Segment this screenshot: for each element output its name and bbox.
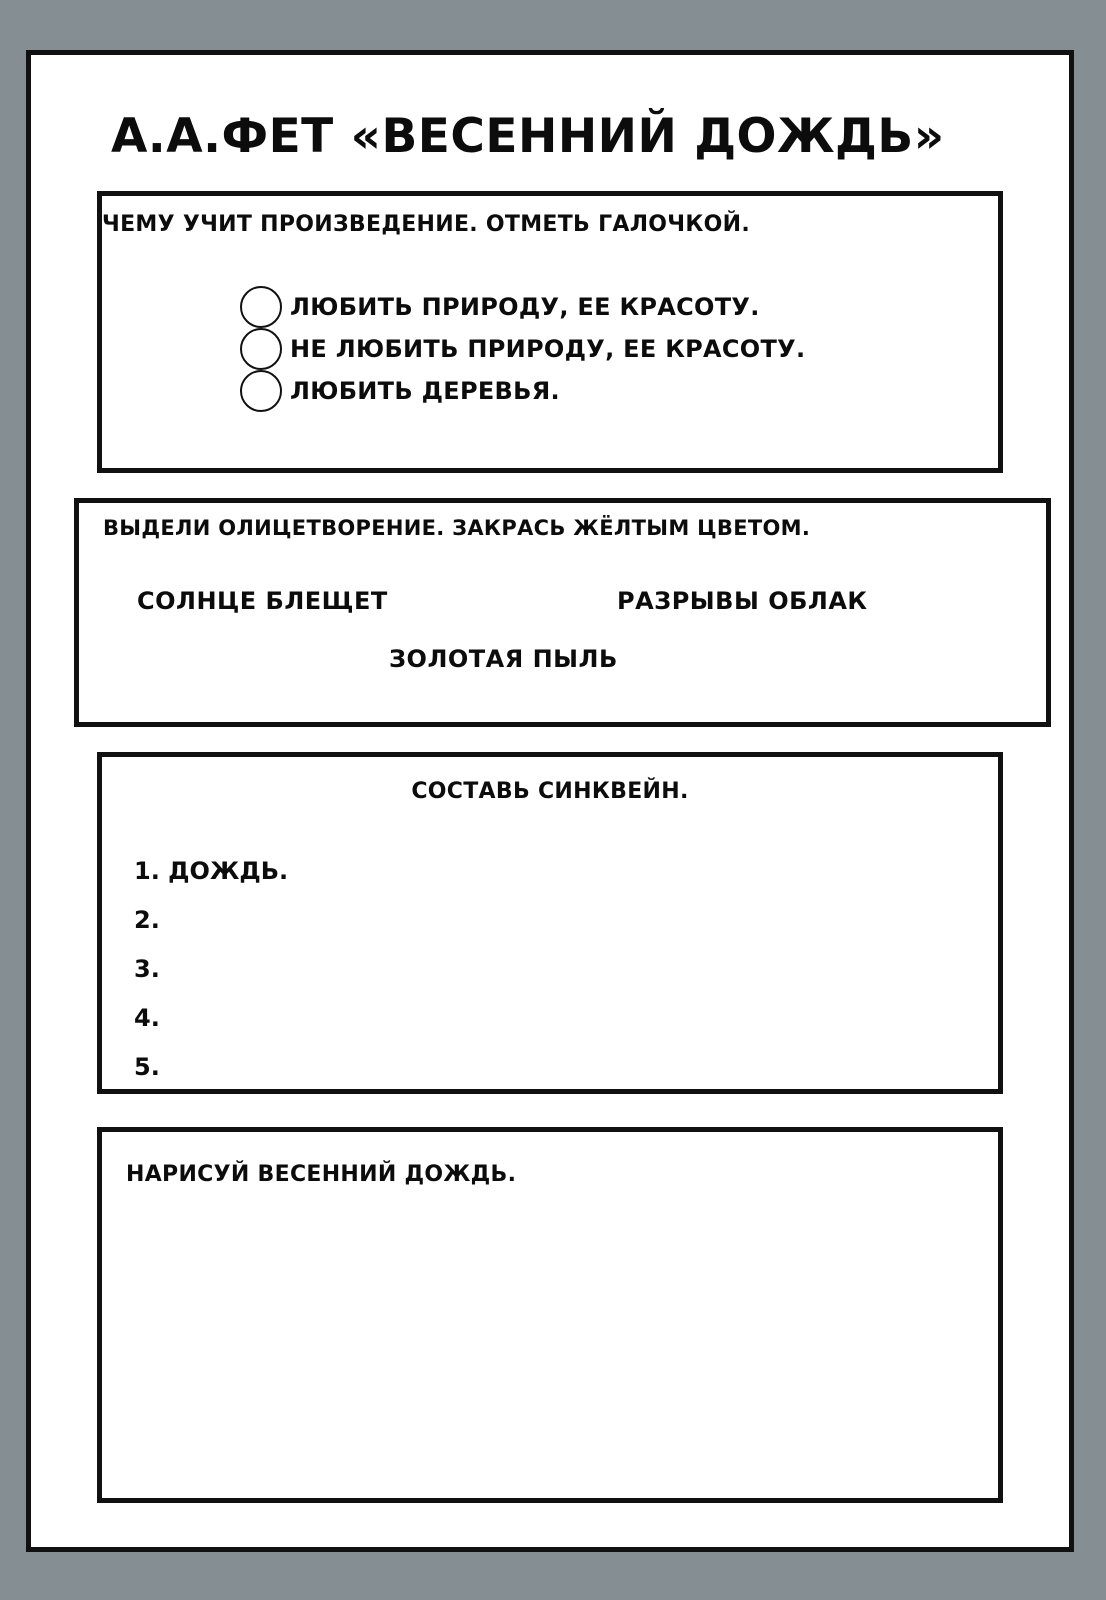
answer-option-label: ЛЮБИТЬ ПРИРОДУ, ЕЕ КРАСОТУ.: [290, 293, 760, 321]
task-heading: СОСТАВЬ СИНКВЕЙН.: [411, 779, 689, 804]
answer-option[interactable]: [240, 370, 805, 412]
task-lesson-meaning: [97, 191, 1003, 473]
cinquain-line[interactable]: 4.: [134, 1004, 160, 1032]
task-heading: ЧЕМУ УЧИТ ПРОИЗВЕДЕНИЕ. ОТМЕТЬ ГАЛОЧКОЙ.: [102, 212, 751, 237]
drawing-area[interactable]: [102, 1212, 998, 1498]
task-drawing: [97, 1127, 1003, 1503]
answer-option[interactable]: [240, 328, 805, 370]
phrase-cloud-breaks[interactable]: РАЗРЫВЫ ОБЛАК: [617, 587, 868, 615]
cinquain-lines: [134, 847, 288, 1092]
cinquain-line[interactable]: 3.: [134, 955, 160, 983]
checkbox-circle[interactable]: [240, 286, 282, 328]
phrase-sun-shines[interactable]: СОЛНЦЕ БЛЕЩЕТ: [137, 587, 388, 615]
cinquain-line[interactable]: 1. ДОЖДЬ.: [134, 857, 289, 885]
cinquain-line[interactable]: 5.: [134, 1053, 160, 1081]
answer-option-label: НЕ ЛЮБИТЬ ПРИРОДУ, ЕЕ КРАСОТУ.: [290, 335, 806, 363]
answer-options: [240, 286, 805, 412]
checkbox-circle[interactable]: [240, 370, 282, 412]
checkbox-circle[interactable]: [240, 328, 282, 370]
answer-option-label: ЛЮБИТЬ ДЕРЕВЬЯ.: [290, 377, 560, 405]
cinquain-line[interactable]: 2.: [134, 906, 160, 934]
task-personification: [74, 498, 1051, 727]
task-heading: НАРИСУЙ ВЕСЕННИЙ ДОЖДЬ.: [126, 1162, 517, 1187]
worksheet: [26, 50, 1074, 1552]
phrase-golden-dust[interactable]: ЗОЛОТАЯ ПЫЛЬ: [389, 645, 618, 673]
answer-option[interactable]: [240, 286, 805, 328]
task-cinquain: [97, 752, 1003, 1094]
worksheet-title: А.А.ФЕТ «ВЕСЕННИЙ ДОЖДЬ»: [111, 109, 945, 164]
task-heading: ВЫДЕЛИ ОЛИЦЕТВОРЕНИЕ. ЗАКРАСЬ ЖЁЛТЫМ ЦВЕТОМ.: [103, 516, 811, 540]
